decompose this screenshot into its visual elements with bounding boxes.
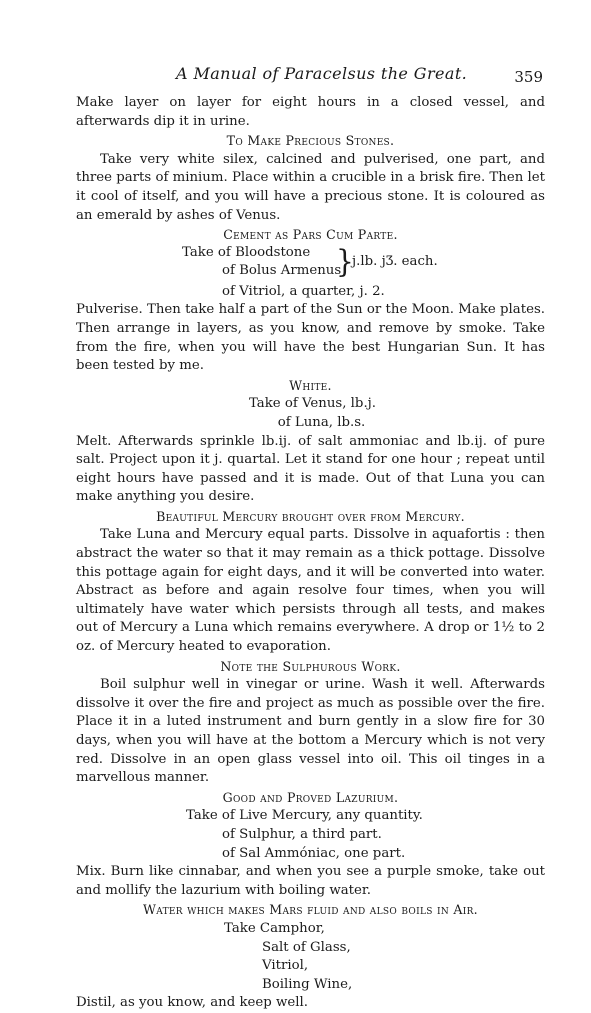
recipe-line: of Luna, lb.s. [277,414,366,430]
recipe-line: Take of Bloodstone [182,244,311,260]
section-heading: Note the Sulphurous Work. [220,658,401,674]
recipe-quantity: j.lb. jƷ. each. [352,253,438,269]
paragraph: Boil sulphur well in vinegar or urine. Wash it well. Afterwards dissolve it over the fire and project as much as possible over the fire. Place it in a luted instrument and burn gently in a slow fire for 30 days, when you will have at the bottom a Mercury which is not very red. Dissolve in an open glass vessel into oil. This oil tinges in a marvellous manner. [76,677,545,786]
section-heading: To Make Precious Stones. [226,133,395,149]
page-number: 359 [514,68,543,86]
page-header [76,64,545,94]
recipe-line: Salt of Glass, [262,939,351,955]
running-head: A Manual of Paracelsus the Great. [176,64,468,83]
paragraph: Melt. Afterwards sprinkle lb.ij. of salt ammoniac and lb.ij. of pure salt. Project upon it j. quartal. Let it stand for one hour ; repeat until eight hours have passed and it is made. Out of that Luna you can make anything you desire. [76,433,545,505]
paragraph: Pulverise. Then take half a part of the Sun or the Moon. Make plates. Then arrange in layers, as you know, and remove by smoke. Take from the fire, when you will have the best Hungarian Sun. It has been tested by me. [76,302,545,374]
brace-glyph: } [336,243,354,280]
recipe-line: Take of Live Mercury, any quantity. [186,808,423,824]
section-heading: Water which makes Mars fluid and also boils in Air. [143,902,478,918]
section-heading: Beautiful Mercury brought over from Mercury. [156,508,465,524]
paragraph: Make layer on layer for eight hours in a closed vessel, and afterwards dip it in urine. [76,95,545,129]
paragraph: Take very white silex, calcined and pulverised, one part, and three parts of minium. Place within a crucible in a brisk fire. Then let it cool of itself, and you will have a precious stone. It is coloured as an emerald by ashes of Venus. [76,151,545,223]
recipe-line: of Sal Ammóniac, one part. [222,845,406,861]
recipe-line: of Sulphur, a third part. [222,826,382,842]
paragraph: Distil, as you know, and keep well. [76,995,308,1011]
recipe-line: Vitriol, [262,958,309,974]
section-heading: Good and Proved Lazurium. [222,789,399,805]
recipe-line: Take Camphor, [224,920,325,936]
recipe-brace-group [76,245,545,283]
book-page [76,64,545,1013]
section-heading: Cement as Pars Cum Parte. [223,227,398,243]
paragraph: Take Luna and Mercury equal parts. Dissolve in aquafortis : then abstract the water so that it may remain as a thick pottage. Dissolve this pottage again for eight days, and it will be converted into water. Abstract as before and again resolve four times, when you will ultimately have water which persists through all tests, and makes out of Mercury a Luna which remains everywhere. A drop or 1½ to 2 oz. of Mercury heated to evaporation. [76,527,545,655]
paragraph: Mix. Burn like cinnabar, and when you see a purple smoke, take out and mollify the lazurium with boiling water. [76,864,545,898]
section-heading: White. [289,377,332,393]
recipe-line: Take of Venus, lb.j. [248,396,377,412]
recipe-line: Boiling Wine, [262,976,353,992]
recipe-line: of Bolus Armenus [222,262,342,278]
recipe-line: of Vitriol, a quarter, j. 2. [222,283,385,299]
